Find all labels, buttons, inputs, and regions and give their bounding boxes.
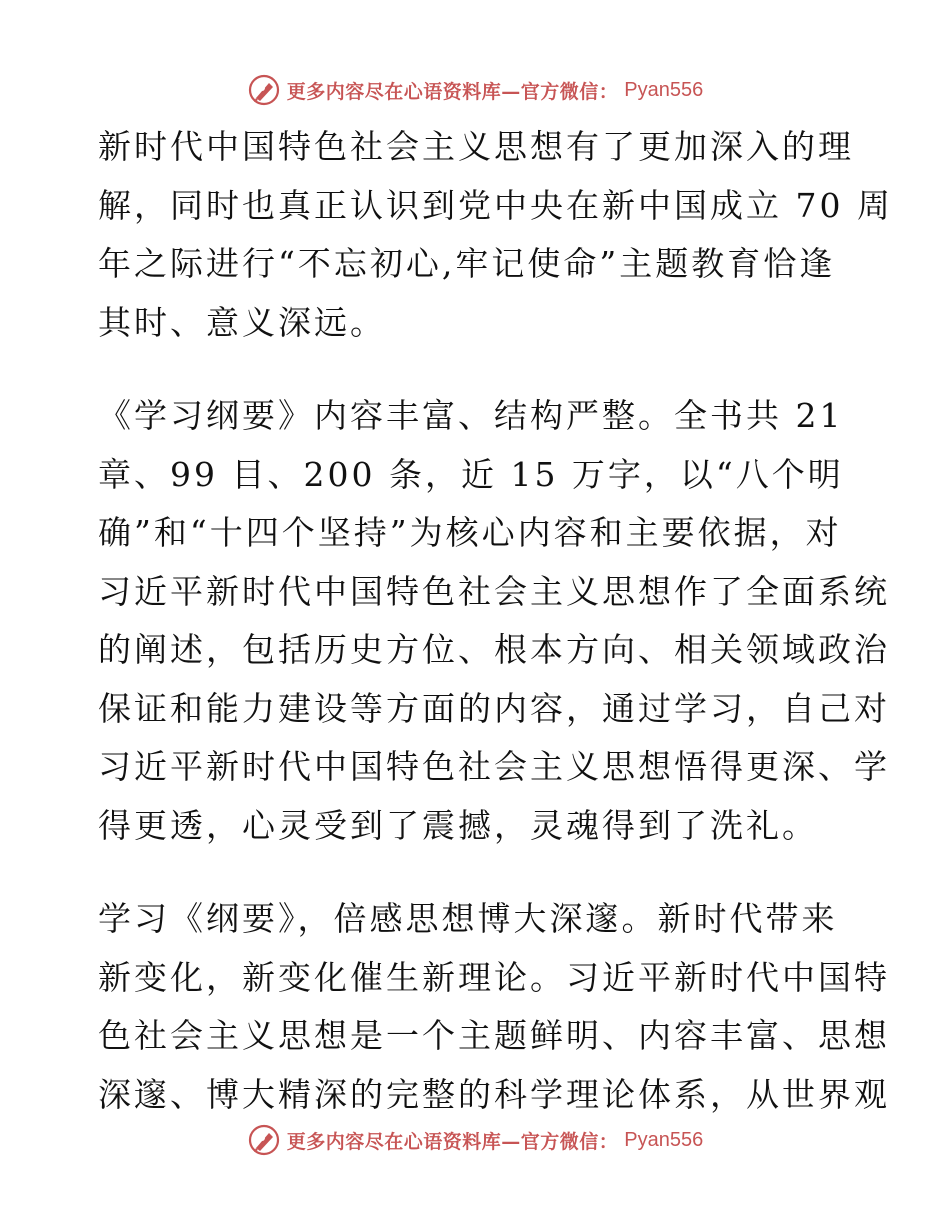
text-line: 的阐述，包括历史方位、根本方向、相关领域政治: [98, 630, 890, 669]
watermark-wechat-id: Pyan556: [624, 78, 704, 101]
paragraph-gap: [98, 352, 858, 387]
text-line: 新变化，新变化催生新理论。习近平新时代中国特: [98, 957, 890, 997]
text-line: 新时代中国特色社会主义思想有了更加深入的理: [98, 127, 854, 166]
paragraph: [98, 890, 890, 1124]
text-line: 色社会主义思想是一个主题鲜明、内容丰富、思想: [98, 1016, 890, 1055]
text-line: 保证和能力建设等方面的内容，通过学习，自己对: [98, 688, 890, 728]
pen-logo-icon: [247, 1123, 281, 1157]
document-body: [98, 118, 893, 1124]
footer-watermark: [0, 1120, 950, 1160]
text-line: 章、99 目、200 条，近 15 万字，以“八个明: [98, 454, 844, 494]
text-line: 学习《纲要》，倍感思想博大深邃。新时代带来: [98, 899, 838, 938]
watermark-text: 更多内容尽在心语资料库—官方微信：: [286, 80, 619, 103]
text-line: 《学习纲要》内容丰富、结构严整。全书共 21: [98, 396, 844, 435]
header-watermark: [0, 70, 950, 110]
paragraph: [98, 118, 893, 352]
text-line: 确”和“十四个坚持”为核心内容和主要依据，对: [98, 513, 842, 552]
text-line: 年之际进行“不忘初心,牢记使命”主题教育恰逢: [98, 244, 836, 283]
text-line: 解，同时也真正认识到党中央在新中国成立 70 周: [98, 185, 893, 225]
watermark-text: 更多内容尽在心语资料库—官方微信：: [286, 1130, 619, 1153]
text-line: 习近平新时代中国特色社会主义思想作了全面系统: [98, 571, 890, 611]
pen-logo-icon: [247, 73, 281, 107]
paragraph-gap: [98, 855, 858, 890]
text-line: 深邃、博大精深的完整的科学理论体系，从世界观: [98, 1074, 890, 1114]
paragraph: [98, 387, 890, 855]
text-line: 其时、意义深远。: [98, 302, 386, 342]
watermark-wechat-id: Pyan556: [624, 1128, 704, 1151]
text-line: 习近平新时代中国特色社会主义思想悟得更深、学: [98, 747, 890, 786]
text-line: 得更透，心灵受到了震撼，灵魂得到了洗礼。: [98, 805, 818, 845]
